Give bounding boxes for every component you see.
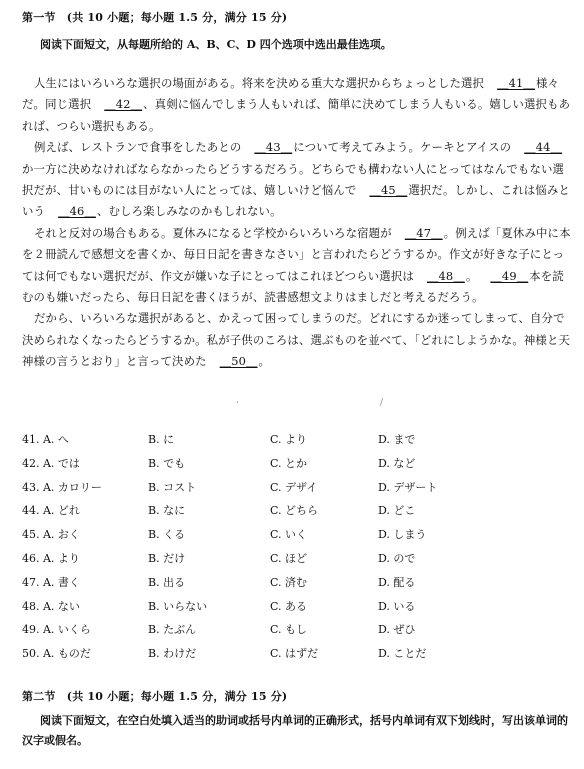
passage-text: 、むしろ楽しみなのかもしれない。 bbox=[96, 204, 282, 219]
section2-instruction: 阅读下面短文，在空白处填入适当的助词或括号内单词的正确形式，括号内单词有双下划线时，写出该单词的汉字或假名。 bbox=[22, 714, 568, 747]
option-d: D. ぜひ bbox=[378, 623, 416, 637]
passage-text: だから、いろいろな選択があると、かえって困ってしまうのだ。どれにするか迷ってしまって、自分で決められなくなったらどうするか。私が子供のころは、選ぶものを並べて、「どれにしようかな。神様と天神様の言うとおり」と言って決めた bbox=[22, 311, 571, 369]
option-c: C. はずだ bbox=[270, 647, 319, 661]
option-c: C. どちら bbox=[270, 504, 319, 518]
option-c: C. デザイ bbox=[270, 480, 318, 494]
passage-text: 様々だ。同じ選択 bbox=[22, 76, 560, 112]
passage-text: 。 bbox=[465, 268, 478, 283]
option-d: D. いる bbox=[378, 599, 416, 613]
option-d: D. デザート bbox=[378, 480, 438, 494]
passage-text: 。 bbox=[258, 354, 271, 369]
option-a: 50. A. ものだ bbox=[22, 647, 91, 661]
option-c: C. とか bbox=[270, 456, 308, 470]
question-row bbox=[22, 428, 502, 452]
passage-text: 例えば、レストランで食事をしたあとの bbox=[34, 140, 242, 155]
cloze-passage bbox=[22, 73, 574, 373]
passage-text: について考えてみよう。ケーキとアイスの bbox=[293, 140, 512, 155]
option-a: 46. A. より bbox=[22, 551, 80, 565]
question-row bbox=[22, 618, 502, 642]
option-d: D. 配る bbox=[378, 575, 416, 589]
blank-number: ＿43＿ bbox=[254, 140, 293, 155]
option-c: C. ある bbox=[270, 599, 308, 613]
blank-number: ＿45＿ bbox=[369, 183, 408, 198]
passage-paragraph bbox=[22, 137, 574, 223]
passage-text: 、真剣に悩んでしまう人もいれば、簡単に決めてしまう人もいる。嬉しい選択もあれば、つらい選択もある。 bbox=[22, 97, 571, 133]
option-b: B. いらない bbox=[148, 599, 208, 613]
scan-speck: / bbox=[380, 398, 384, 408]
blank-number: ＿49＿ bbox=[490, 268, 529, 283]
section1-instruction: 阅读下面短文，从每题所给的 A、B、C、D 四个选项中选出最佳选项。 bbox=[40, 38, 392, 51]
option-a: 44. A. どれ bbox=[22, 504, 80, 518]
section2-heading: 第二节 (共 10 小题；每小题 1.5 分，满分 15 分) bbox=[22, 690, 288, 703]
passage-text: 人生にはいろいろな選択の場面がある。将来を決める重大な選択からちょっとした選択 bbox=[34, 76, 485, 90]
option-d: D. ので bbox=[378, 551, 416, 565]
question-row bbox=[22, 523, 502, 547]
option-a: 45. A. おく bbox=[22, 528, 80, 542]
option-d: D. など bbox=[378, 456, 416, 470]
option-d: D. どこ bbox=[378, 504, 416, 518]
question-row bbox=[22, 476, 502, 500]
passage-paragraph bbox=[22, 73, 574, 137]
blank-number: ＿42＿ bbox=[104, 97, 143, 112]
option-b: B. なに bbox=[148, 504, 186, 518]
option-a: 41. A. へ bbox=[22, 433, 69, 446]
question-row bbox=[22, 452, 502, 476]
option-a: 48. A. ない bbox=[22, 599, 80, 613]
option-a: 42. A. では bbox=[22, 456, 80, 470]
option-a: 49. A. いくら bbox=[22, 623, 91, 637]
passage-text: 選択だ。しかし、これは悩みという bbox=[22, 183, 570, 219]
passage-paragraph bbox=[22, 223, 574, 309]
scan-speck: · bbox=[236, 398, 239, 408]
question-row bbox=[22, 571, 502, 595]
option-b: B. 出る bbox=[148, 575, 186, 589]
passage-text: それと反対の場合もある。夏休みになると学校からいろいろな宿題が bbox=[34, 225, 392, 240]
option-b: B. わけだ bbox=[148, 647, 197, 661]
passage-text: 本を読むのも嫌いだったら、毎日日記を書くほうが、読書感想文よりはましだと考えるだろう。 bbox=[22, 268, 564, 305]
passage-text: か一方に決めなければならなかったらどうするだろう。どちらでも構わない人にとってはなんでもない選択だが、甘いものには目がない人にとっては、嬉しいけど悩んで bbox=[22, 161, 565, 198]
option-a: 47. A. 書く bbox=[22, 575, 80, 589]
option-b: B. に bbox=[148, 433, 175, 446]
option-b: B. でも bbox=[148, 456, 186, 470]
question-row bbox=[22, 499, 502, 523]
option-c: C. ほど bbox=[270, 551, 308, 565]
option-b: B. だけ bbox=[148, 551, 186, 565]
passage-paragraph bbox=[22, 308, 574, 372]
option-c: C. 済む bbox=[270, 575, 308, 589]
option-d: D. しまう bbox=[378, 528, 427, 542]
blank-number: ＿41＿ bbox=[497, 76, 535, 90]
blank-number: ＿44＿ bbox=[524, 140, 563, 155]
blank-number: ＿50＿ bbox=[219, 354, 258, 369]
question-row bbox=[22, 642, 502, 666]
option-c: C. もし bbox=[270, 623, 308, 637]
section1-heading: 第一节 (共 10 小题；每小题 1.5 分，满分 15 分) bbox=[22, 11, 288, 24]
option-b: B. くる bbox=[148, 528, 186, 542]
option-c: C. より bbox=[270, 433, 308, 446]
option-c: C. いく bbox=[270, 528, 308, 542]
blank-number: ＿47＿ bbox=[404, 225, 443, 240]
question-row bbox=[22, 547, 502, 571]
passage-text: 。例えば「夏休み中に本を２冊読んで感想文を書くか、毎日日記を書きなさい」と言われたらどうするか。作文が好きな子にとっては何でもない選択だが、作文が嫌いな子にとってはこれほどつらい選択は bbox=[22, 225, 571, 283]
blank-number: ＿46＿ bbox=[58, 204, 96, 219]
blank-number: ＿48＿ bbox=[426, 268, 465, 283]
option-b: B. たぶん bbox=[148, 623, 197, 637]
option-b: B. コスト bbox=[148, 480, 197, 494]
option-a: 43. A. カロリー bbox=[22, 480, 102, 494]
question-list bbox=[22, 428, 502, 666]
question-row bbox=[22, 595, 502, 619]
option-d: D. ことだ bbox=[378, 647, 427, 661]
option-d: D. まで bbox=[378, 433, 416, 446]
